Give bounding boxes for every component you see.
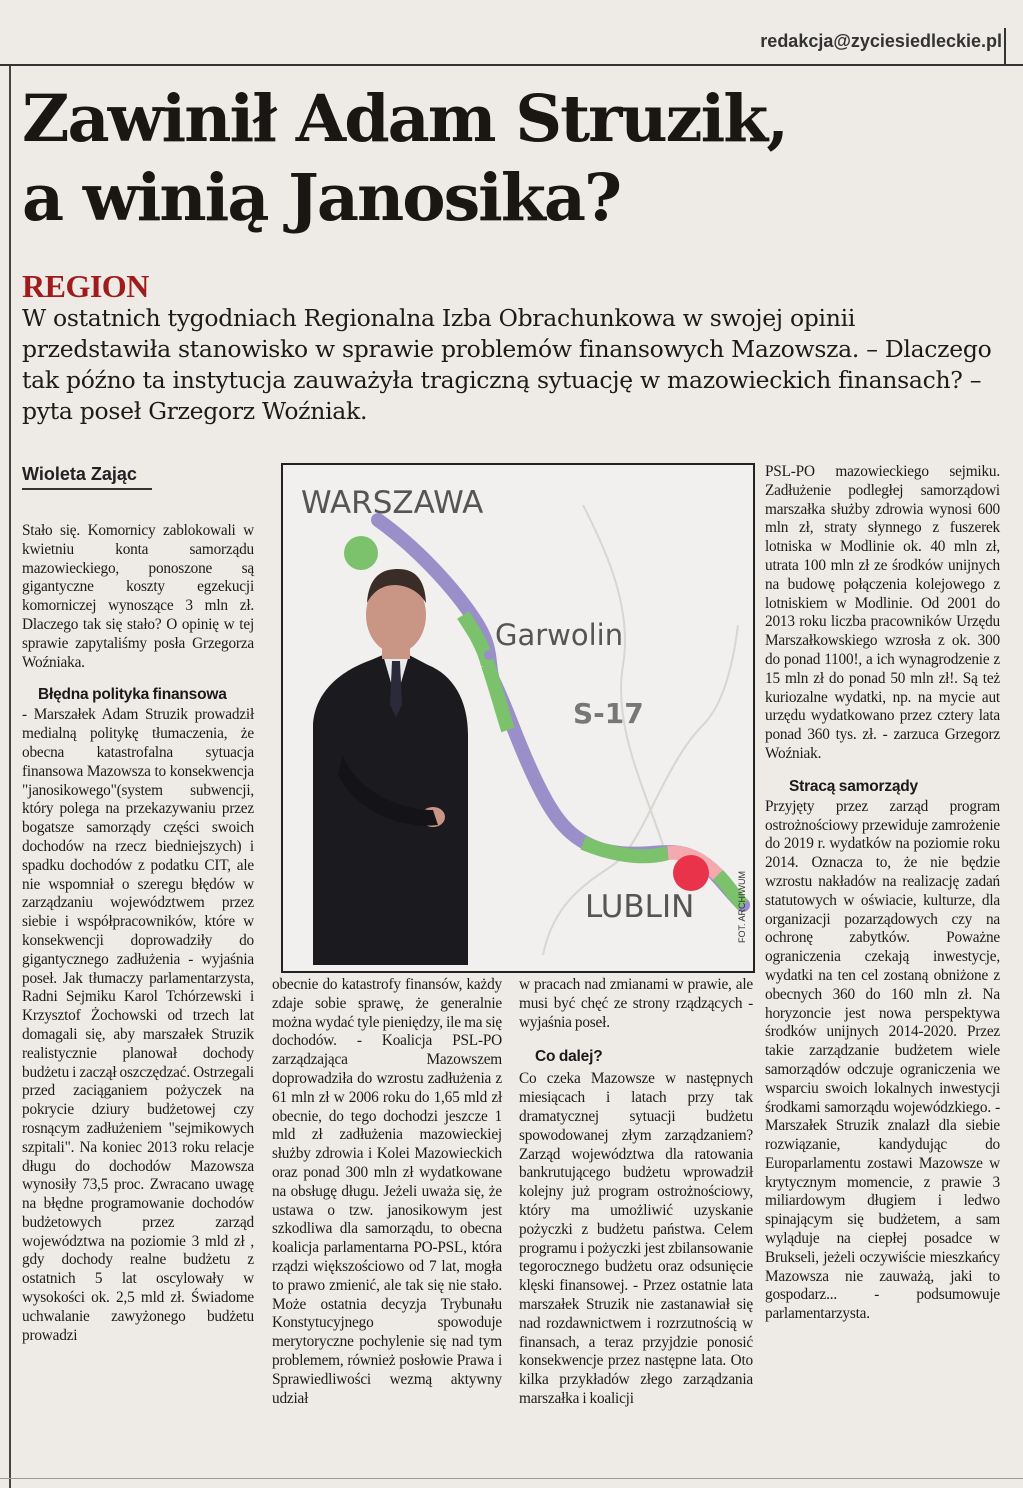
label-s17: S-17 (573, 697, 644, 730)
label-lublin: LUBLIN (585, 889, 695, 925)
section-label: REGION (22, 268, 149, 304)
body-paragraph-4: Co czeka Mazowsze w następnych miesiącach i latach przy tak dramatycznej sytuacji budżetu spowodowanej złym zarządzaniem? Zarząd województwa dla ratowania bankrutującego budżetu wprowadził kolejny już program ostrożnościowy, który ma umożliwić uzyskanie pożyczki z budżetu państwa. Celem programu i pożyczki jest zbilansowanie tegorocznego budżetu oraz odsunięcie klęski finansowej. - Przez ostatnie lata marszałek Struzik nie zastanawiał się nad rozdawnictwem i rozrzutnością w finansach, a teraz przyjdzie ponosić konsekwencje przez następne lata. Oto kilka przykładów złego zarządzania marszałka i koalicji (519, 1070, 753, 1407)
headline (22, 80, 872, 238)
body-paragraph-3: w pracach nad zmianami w prawie, ale musi być chęć ze strony rządzących - wyjaśnia poseł. (519, 976, 753, 1031)
garwolin-marker (484, 650, 494, 660)
headline-line-2: a winią Janosika? (22, 160, 621, 236)
top-rule (0, 64, 1023, 66)
route-map (283, 465, 753, 971)
lublin-marker (673, 855, 709, 891)
headline-line-1: Zawinił Adam Struzik, (22, 81, 787, 157)
bottom-rule (0, 1478, 1023, 1479)
intro-paragraph: Stało się. Komornicy zablokowali w kwietniu konta samorządu mazowieckiego, ponoszone są gigantyczne koszty egzekucji komorniczej wynoszące 3 mln zł. Dlaczego tak się stało? O opinię w tej sprawie zapytaliśmy posła Grzegorza Woźniaka. (22, 522, 254, 671)
article-column-2 (272, 976, 502, 1408)
label-garwolin: Garwolin (495, 618, 624, 652)
body-paragraph-1: - Marszałek Adam Struzik prowadził medialną politykę tłumaczenia, że obecna katastrofalna sytuacja finansowa Mazowsza to konsekwencja "janosikowego"(system subwencji, który polega na przekazywaniu przez bogatsze samorządy części swoich dochodów na rzecz biedniejszych) i spadku dochodów z podatku CIT, ale nie wspomniał o szeregu błędów w zarządzaniu województwem przez siebie i współpracowników, które w konsekwencji doprowadziły do gigantycznego zadłużenia - wyjaśnia poseł. Jak tłumaczy parlamentarzysta, Radni Sejmiku Karol Tchórzewski i Krzysztof Żochowski od trzech lat domagali się, aby marszałek Struzik realistycznie planował dochody budżetu i zaczął oszczędzać. Ostrzegali przed zaciąganiem pożyczek na pokrycie dziury budżetowej czy rosnącym zadłużeniem "sejmikowych szpitali". Na koniec 2013 roku relacje długu do dochodów Mazowsza wynosiły 73,5 proc. Zwracano uwagę na błędne programowanie dochodów budżetowych przez zarząd województwa na poziomie 3 mld zł , gdy dochody realne budżetu z ostatnich 5 lat oscylowały w wysokości ok. 2,5 mld zł. Świadome uchwalanie zawyżonego budżetu prowadzi (22, 706, 254, 1344)
article-column-1 (22, 522, 254, 1345)
subheading-3: Stracą samorządy (789, 777, 918, 795)
email-link[interactable]: redakcja@zyciesiedleckie.pl (760, 31, 1002, 51)
article-column-3 (519, 976, 753, 1409)
body-paragraph-2: obecnie do katastrofy finansów, każdy zdaje sobie sprawę, że generalnie można wydać tyle pieniędzy, ile ma się dochodów. - Koalicja PSL-PO zarządzająca Mazowszem doprowadziła do wzrostu zadłużenia z 61 mln zł w 2006 roku do 1,65 mld zł obecnie, do tego dochodzi jeszcze 1 mld zł zadłużenia mazowieckiej służby zdrowia i Kolei Mazowieckich oraz ponad 300 mln zł wydatkowane na obsługę długu. Jeżeli uważa się, że ustawa o tzw. janosikowym jest szkodliwa dla samorządu, to obecna koalicja parlamentarna PO-PSL, która rządzi większościowo od 7 lat, mogła to prawo zmienić, ale tak się nie stało. Może ostatnia decyzja Trybunału Konstytucyjnego spowoduje merytoryczne pochylenie się nad tym problemem, również posłowie Prawa i Sprawiedliwości wezmą aktywny udział (272, 976, 502, 1407)
subheading-2: Co dalej? (535, 1048, 603, 1066)
left-rule (9, 66, 11, 1488)
author-byline: Wioleta Zając (22, 464, 137, 484)
article-column-4 (765, 463, 1000, 1324)
label-warszawa: WARSZAWA (301, 485, 484, 521)
photo-credit: FOT. ARCHIWUM (737, 871, 747, 943)
article-photo (281, 463, 755, 973)
header-divider (1004, 28, 1006, 64)
lead-paragraph: W ostatnich tygodniach Regionalna Izba Obrachunkowa w swojej opinii przedstawiła stanowisko w sprawie problemów finansowych Mazowsza. – Dlaczego tak późno ta instytucja zauważyła tragiczną sytuację w mazowieckich finansach? – pyta poseł Grzegorz Woźniak. (22, 304, 992, 425)
warszawa-marker (344, 536, 378, 570)
subheading-1: Błędna polityka finansowa (38, 686, 227, 704)
body-paragraph-5: PSL-PO mazowieckiego sejmiku. Zadłużenie podległej samorządowi marszałka służby zdrowia wynosi 600 mln zł, straty słynnego z fuszerek lotniska w Modlinie ok. 40 mln zł, utrata 100 mln zł ze środków unijnych na budowę połączenia kolejowego z lotniskiem w Modlinie. Od 2001 do 2013 roku liczba pracowników Urzędu Marszałkowskiego wzrosła z ok. 300 do ponad 1100!, a ich wynagrodzenie z 15 mln zł do ponad 50 mln zł!. Są też kuriozalne wydatki, np. na mycie aut urzędu wydatkowano przez cztery lata ponad 360 tys. zł. - zarzuca Grzegorz Woźniak. (765, 463, 1000, 762)
body-paragraph-6: Przyjęty przez zarząd program ostrożnościowy przewiduje zamrożenie do 2019 r. wydatków na poziomie roku 2014. Oznacza to, że nie będzie wzrostu nakładów na realizację zadań statutowych w oświacie, kulturze, dla organizacji pozarządowych czy na ochronę zabytków. Poważne ograniczenia czekają inwestycje, wydatki na ten cel zostaną obniżone z obecnych 360 do 160 mln zł. Na horyzoncie jest nowa perspektywa środków unijnych 2014-2020. Przez takie zarządzanie budżetem wiele samorządów odczuje ograniczenia we wsparciu swoich lokalnych inwestycji środkami samorządu wojewódzkiego. - Marszałek Struzik znalazł dla siebie rozwiązanie, kandydując do Europarlamentu zostawi Mazowsze w krytycznym momencie, z prawie 3 miliardowym długiem i ledwo spinającym się budżetem, a sam wyląduje na ciepłej posadce w Brukseli, jeżeli oczywiście mieszkańcy Mazowsza nie zauważą, jaki to gospodarz... - podsumowuje parlamentarzysta. (765, 797, 1000, 1323)
author-underline (22, 488, 152, 490)
